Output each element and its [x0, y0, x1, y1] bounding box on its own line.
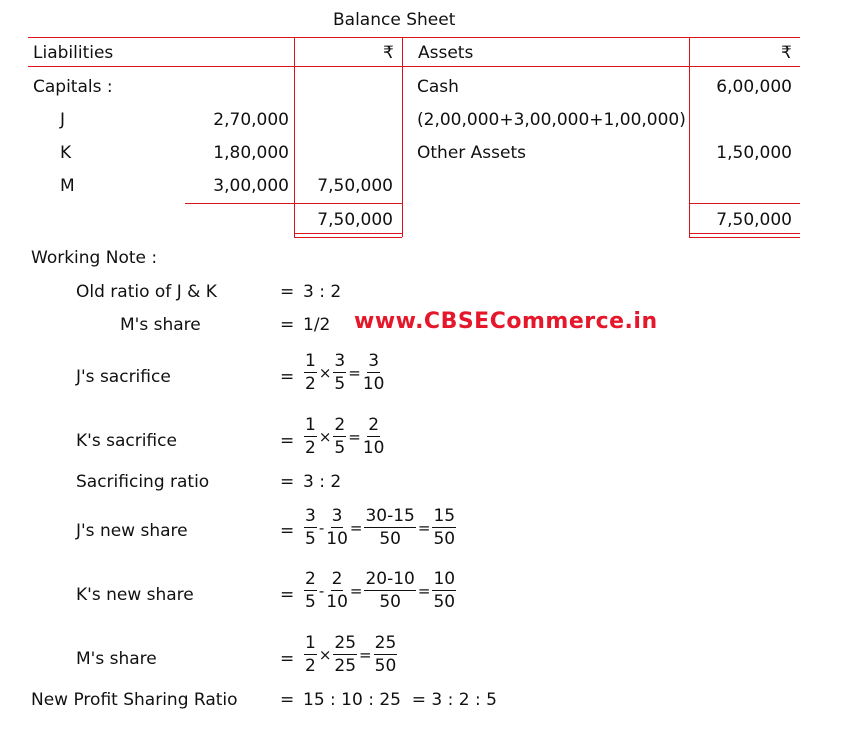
- watermark: www.CBSECommerce.in: [354, 309, 658, 334]
- k-new-share-calc: $\frac{2}{5}$ - $\frac{2}{10}$ = $\frac{20-10}{50}$ = $\frac{10}{50}$: [305, 569, 456, 612]
- rupee-header-assets: ₹: [781, 43, 792, 63]
- working-note-heading: Working Note :: [31, 248, 158, 268]
- equals-sign: =: [280, 585, 295, 605]
- capital-total: 7,50,000: [317, 176, 393, 196]
- old-ratio-label: Old ratio of J & K: [76, 282, 217, 302]
- equals-sign: =: [280, 367, 295, 387]
- liabilities-total: 7,50,000: [317, 210, 393, 230]
- partner-name-m: M: [60, 176, 75, 196]
- other-assets-label: Other Assets: [417, 143, 526, 163]
- new-ratio-value: 15 : 10 : 25 = 3 : 2 : 5: [303, 690, 497, 710]
- cash-label: Cash: [417, 77, 459, 97]
- capitals-label: Capitals :: [33, 77, 113, 97]
- partner-amount-j: 2,70,000: [213, 110, 289, 130]
- j-sacrifice-calc: $\frac{1}{2}$ × $\frac{3}{5}$ = $\frac{3}{10}$: [305, 351, 385, 394]
- m-share-value: 1/2: [303, 315, 331, 335]
- equals-sign: =: [280, 690, 295, 710]
- k-new-share-label: K's new share: [76, 585, 194, 605]
- rupee-header-liabilities: ₹: [383, 43, 394, 63]
- k-sacrifice-label: K's sacrifice: [76, 431, 177, 451]
- assets-total: 7,50,000: [716, 210, 792, 230]
- equals-sign: =: [280, 282, 295, 302]
- cash-detail: (2,00,000+3,00,000+1,00,000): [417, 110, 686, 130]
- equals-sign: =: [280, 431, 295, 451]
- equals-sign: =: [280, 472, 295, 492]
- m-share-calc: $\frac{1}{2}$ × $\frac{25}{25}$ = $\frac{25}{50}$: [305, 633, 397, 676]
- k-sacrifice-calc: $\frac{1}{2}$ × $\frac{2}{5}$ = $\frac{2}{10}$: [305, 415, 385, 458]
- partner-amount-k: 1,80,000: [213, 143, 289, 163]
- sacrificing-ratio-label: Sacrificing ratio: [76, 472, 210, 492]
- sacrificing-ratio-value: 3 : 2: [303, 472, 342, 492]
- j-sacrifice-label: J's sacrifice: [76, 367, 171, 387]
- old-ratio-value: 3 : 2: [303, 282, 342, 302]
- m-share-label: M's share: [120, 315, 201, 335]
- partner-name-k: K: [60, 143, 72, 163]
- liabilities-header: Liabilities: [33, 43, 114, 63]
- equals-sign: =: [280, 649, 295, 669]
- cash-amount: 6,00,000: [716, 77, 792, 97]
- equals-sign: =: [280, 521, 295, 541]
- other-assets-amount: 1,50,000: [716, 143, 792, 163]
- new-ratio-label: New Profit Sharing Ratio: [31, 690, 238, 710]
- assets-header: Assets: [418, 43, 474, 63]
- balance-sheet-title: Balance Sheet: [333, 10, 456, 30]
- j-new-share-label: J's new share: [76, 521, 188, 541]
- m-share2-label: M's share: [76, 649, 157, 669]
- partner-name-j: J: [60, 110, 66, 130]
- j-new-share-calc: $\frac{3}{5}$ - $\frac{3}{10}$ = $\frac{30-15}{50}$ = $\frac{15}{50}$: [305, 506, 456, 549]
- equals-sign: =: [280, 315, 295, 335]
- partner-amount-m: 3,00,000: [213, 176, 289, 196]
